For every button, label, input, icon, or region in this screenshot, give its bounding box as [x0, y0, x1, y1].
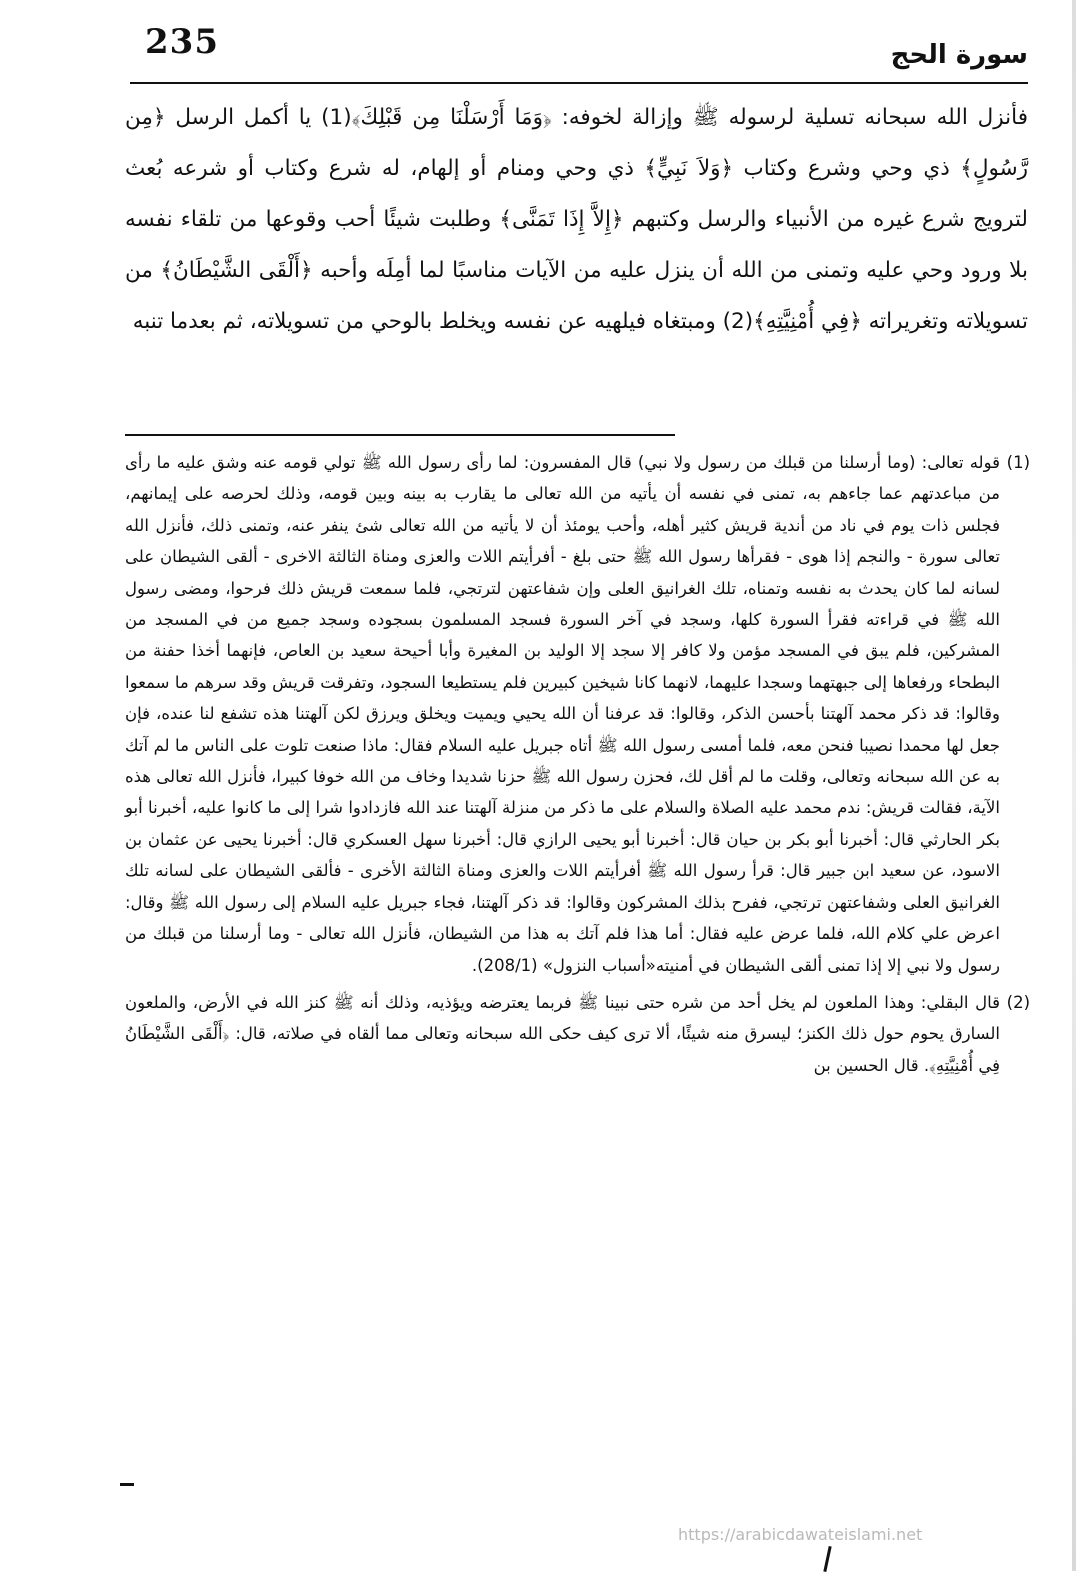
header-divider: [130, 82, 1028, 84]
footnote-text: قال البقلي: وهذا الملعون لم يخل أحد من شره حتى نبينا ﷺ فربما يعترضه ويؤذيه، وذلك أنه ﷺ كنز الله في الأرض، والملعون السارق يحوم حول ذلك الكنز؛ ليسرق منه شيئًا، ألا ترى كيف حكى الله سبحانه وتعالى مما ألقاه في صلاته، قال: ﴿أَلْقَى الشَّيْطَانُ فِي أُمْنِيَّتِهِ﴾. قال الحسين بن: [125, 992, 1000, 1075]
main-commentary: [125, 92, 1028, 347]
scan-mark: [823, 1546, 831, 1572]
footnote-number: (1): [1006, 453, 1030, 472]
main-paragraph: فأنزل الله سبحانه تسلية لرسوله ﷺ وإزالة لخوفه: ﴿وَمَا أَرْسَلْنَا مِن قَبْلِكَ﴾(1) يا أكمل الرسل ﴿مِن رَّسُولٍ﴾ ذي وحي وشرع وكتاب ﴿وَلاَ نَبِيٍّ﴾ ذي وحي ومنام أو إلهام، له شرع وكتاب أو شرعه بُعث لترويج شرع غيره من الأنبياء والرسل وكتبهم ﴿إِلاَّ إِذَا تَمَنَّى﴾ وطلبت شيئًا أحب وقوعها من تلقاء نفسه بلا ورود وحي عليه وتمنى من الله أن ينزل عليه من الآيات مناسبًا لما أمِلَه وأحبه ﴿أَلْقَى الشَّيْطَانُ﴾ من تسويلاته وتغريراته ﴿فِي أُمْنِيَّتِهِ﴾(2) ومبتغاه فيلهيه عن نفسه ويخلط بالوحي من تسويلاته، ثم بعدما تنبه: [125, 105, 1028, 334]
footnote-number: (2): [1006, 992, 1030, 1012]
footnotes: [125, 447, 1030, 1081]
watermark-url: https://arabicdawateislami.net: [678, 1525, 923, 1544]
footnote-divider: [125, 434, 675, 436]
footnote-1: [125, 447, 1030, 981]
scan-edge: [1072, 0, 1076, 1571]
footnote-text: قوله تعالى: (وما أرسلنا من قبلك من رسول ولا نبي) قال المفسرون: لما رأى رسول الله ﷺ تولي قومه عنه وشق عليه ما رأى من مباعدتهم عما جاءهم به، تمنى في نفسه أن يأتيه من الله تعالى ما يقارب به بينه وبين قومه، وذلك لحرصه على إيمانهم، فجلس ذات يوم في ناد من أندية قريش كثير أهله، وأحب يومئذ أن لا يأتيه من الله تعالى شئ ينفر عنه، وتمنى ذلك، فأنزل الله تعالى سورة - والنجم إذا هوى - فقرأها رسول الله ﷺ حتى بلغ - أفرأيتم اللات والعزى ومناة الثالثة الاخرى - ألقى الشيطان على لسانه لما كان يحدث به نفسه وتمناه، تلك الغرانيق العلى وإن شفاعتهن لترتجي، فلما سمعت قريش ذلك فرحوا، ومضى رسول الله ﷺ في قراءته فقرأ السورة كلها، وسجد في آخر السورة فسجد المسلمون بسجوده وسجد جميع من في المسجد من المشركين، فلم يبق في المسجد مؤمن ولا كافر إلا سجد إلا الوليد بن المغيرة وأبا أحيحة سعيد بن العاص، فإنهما أخذا حفنة من البطحاء ورفعاها إلى جبهتهما وسجدا عليهما، لانهما كانا شيخين كبيرين فلم يستطيعا السجود، وتفرقت قريش وقد سرهم ما سمعوا وقالوا: قد ذكر محمد آلهتنا بأحسن الذكر، وقالوا: قد عرفنا أن الله يحيي ويميت ويخلق ويرزق لكن آلهتنا هذه تشفع لنا عنده، فإن جعل لها محمدا نصيبا فنحن معه، فلما أمسى رسول الله ﷺ أتاه جبريل عليه السلام فقال: ماذا صنعت تلوت على الناس ما لم آتك به عن الله سبحانه وتعالى، وقلت ما لم أقل لك، فحزن رسول الله ﷺ حزنا شديدا وخاف من الله خوفا كبيرا، فأنزل الله تعالى هذه الآية، فقالت قريش: ندم محمد عليه الصلاة والسلام على ما ذكر من منزلة آلهتنا عند الله فازدادوا شرا إلى ما كانوا عليه، أخبرنا أبو بكر الحارثي قال: أخبرنا أبو بكر بن حيان قال: أخبرنا أبو يحيى الرازي قال: أخبرنا سهل العسكري قال: أخبرنا يحيى عن عثمان بن الاسود، عن سعيد ابن جبير قال: قرأ رسول الله ﷺ أفرأيتم اللات والعزى ومناة الثالثة الأخرى - فألقى الشيطان على لسانه تلك الغرانيق العلى وشفاعتهن ترتجي، ففرح بذلك المشركون وقالوا: قد ذكر آلهتنا، فجاء جبريل عليه السلام إلى رسول الله ﷺ وقال: اعرض علي كلام الله، فلما عرض عليه فقال: أما هذا فلم آتك به هذا من الشيطان، فأنزل الله تعالى - وما أرسلنا من قبلك من رسول ولا نبي إلا إذا تمنى ألقى الشيطان في أمنيته«أسباب النزول» (208/1).: [125, 453, 1000, 975]
surah-title: سورة الحج: [890, 40, 1028, 70]
continuation-dash: [120, 1483, 134, 1486]
footnote-2: [125, 987, 1030, 1081]
page-number: 235: [145, 22, 219, 62]
